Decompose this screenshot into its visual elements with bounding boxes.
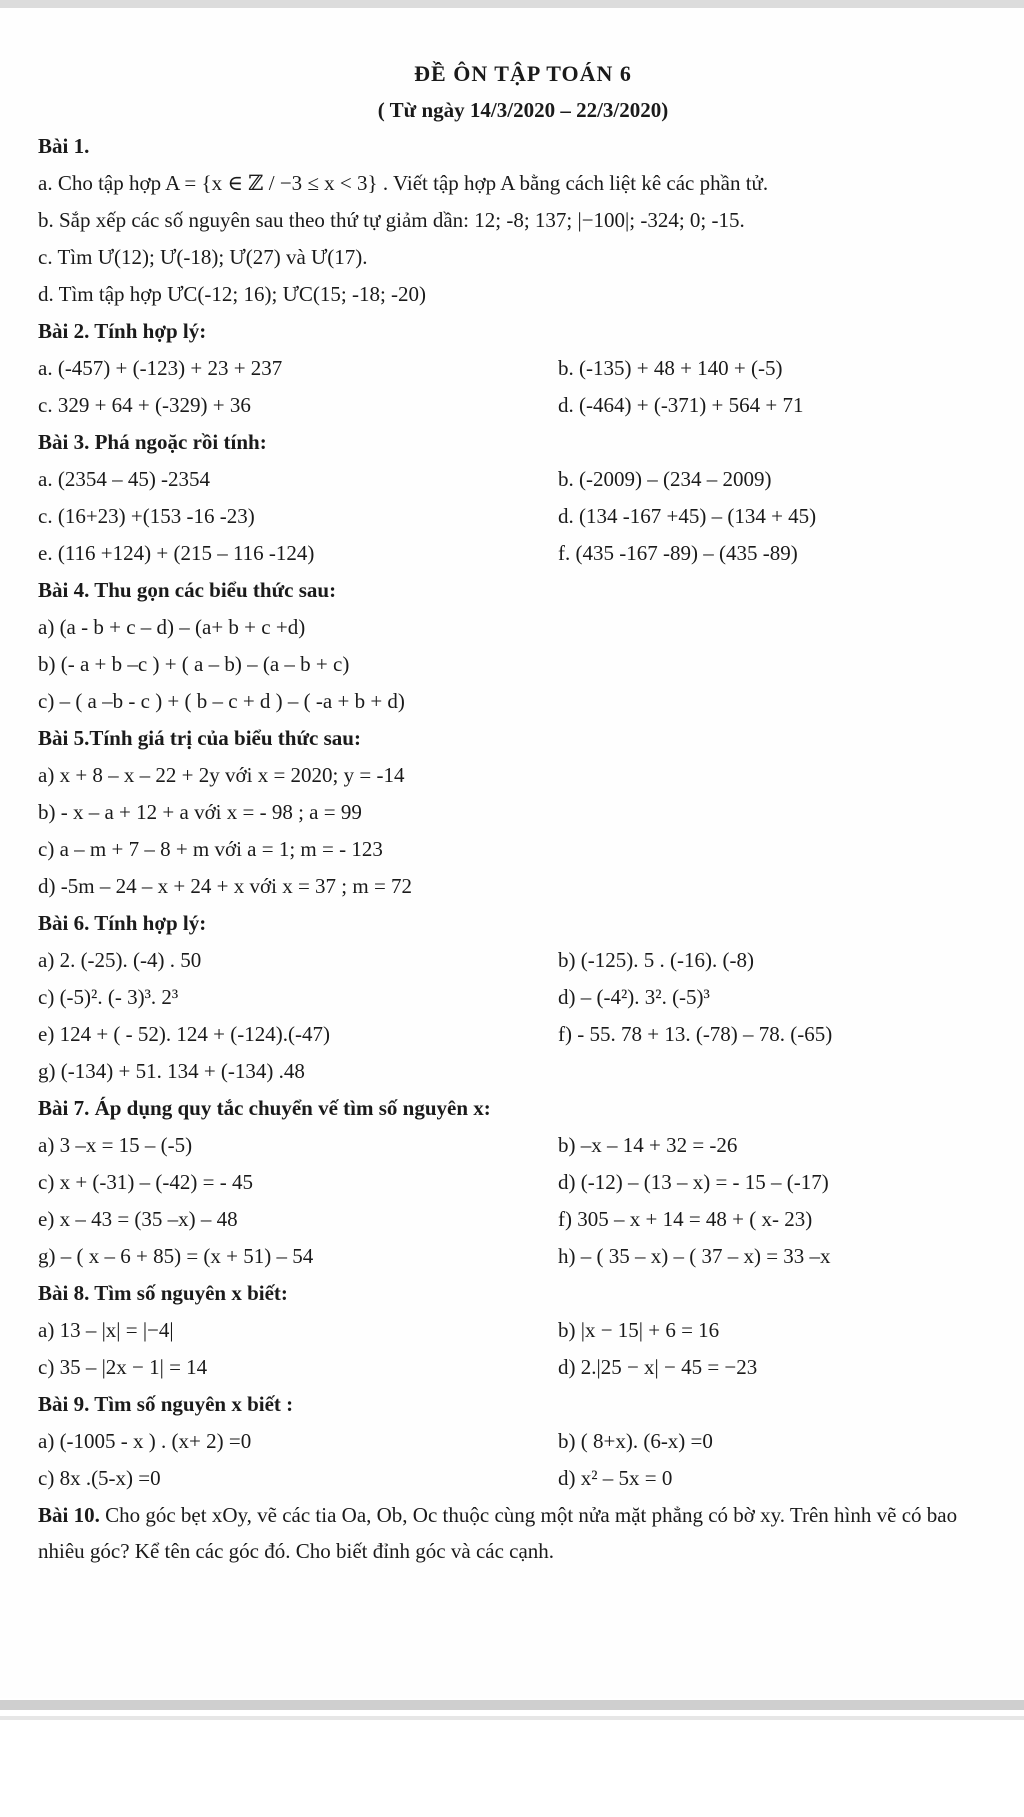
exercise-7-row-1 [38,1127,1008,1164]
exercise-9-b: b) ( 8+x). (6-x) =0 [558,1429,713,1453]
document-page [0,8,1024,1698]
exercise-6-c: c) (-5)². (- 3)³. 2³ [38,985,179,1009]
exercise-3-b: b. (-2009) – (234 – 2009) [558,467,772,491]
exercise-1-b: b. Sắp xếp các số nguyên sau theo thứ tự giảm dần: 12; -8; 137; |−100|; -324; 0; -15. [38,208,745,232]
exercise-7-e: e) x – 43 = (35 –x) – 48 [38,1207,238,1231]
exercise-6-d: d) – (-4²). 3². (-5)³ [558,985,710,1009]
exercise-2-row-1 [38,350,1008,387]
exercise-6-heading: Bài 6. Tính hợp lý: [38,911,207,935]
document-title: ĐỀ ÔN TẬP TOÁN 6 [414,61,632,86]
exercise-8-heading: Bài 8. Tìm số nguyên x biết: [38,1281,288,1305]
exercise-5-a: a) x + 8 – x – 22 + 2y với x = 2020; y = -14 [38,763,405,787]
exercise-3-a: a. (2354 – 45) -2354 [38,467,211,491]
exercise-8-a: a) 13 – |x| = |−4| [38,1318,174,1342]
exercise-8-b: b) |x − 15| + 6 = 16 [558,1318,720,1342]
exercise-7-d: d) (-12) – (13 – x) = - 15 – (-17) [558,1170,829,1194]
exercise-4-c: c) – ( a –b - c ) + ( b – c + d ) – ( -a + b + d) [38,689,405,713]
exercise-6-e: e) 124 + ( - 52). 124 + (-124).(-47) [38,1022,330,1046]
exercise-3-e: e. (116 +124) + (215 – 116 -124) [38,541,315,565]
exercise-6-g: g) (-134) + 51. 134 + (-134) .48 [38,1059,305,1083]
exercise-1-heading: Bài 1. [38,134,90,158]
exercise-7-f: f) 305 – x + 14 = 48 + ( x- 23) [558,1207,813,1231]
exercise-6-a: a) 2. (-25). (-4) . 50 [38,948,202,972]
exercise-2-heading: Bài 2. Tính hợp lý: [38,319,207,343]
exercise-9-c: c) 8x .(5-x) =0 [38,1466,161,1490]
exercise-6-b: b) (-125). 5 . (-16). (-8) [558,948,754,972]
exercise-3-row-2 [38,498,1008,535]
exercise-10 [38,1497,1008,1569]
exercise-2-b: b. (-135) + 48 + 140 + (-5) [558,356,783,380]
exercise-9-d: d) x² – 5x = 0 [558,1466,673,1490]
exercise-3-row-3 [38,535,1008,572]
exercise-9-row-1 [38,1423,1008,1460]
exercise-4-a: a) (a - b + c – d) – (a+ b + c +d) [38,615,306,639]
exercise-9-row-2 [38,1460,1008,1497]
exercise-10-heading: Bài 10. [38,1503,100,1527]
exercise-7-row-4 [38,1238,1008,1275]
exercise-3-d: d. (134 -167 +45) – (134 + 45) [558,504,817,528]
exercise-2-a: a. (-457) + (-123) + 23 + 237 [38,356,283,380]
exercise-8-row-2 [38,1349,1008,1386]
exercise-2-row-2 [38,387,1008,424]
exercise-5-c: c) a – m + 7 – 8 + m với a = 1; m = - 123 [38,837,383,861]
page-bottom-shadow [0,1716,1024,1720]
exercise-7-row-3 [38,1201,1008,1238]
exercise-3-c: c. (16+23) +(153 -16 -23) [38,504,255,528]
exercise-1-a: a. Cho tập hợp A = {x ∈ ℤ / −3 ≤ x < 3} . Viết tập hợp A bằng cách liệt kê các phần tử. [38,171,769,195]
page-bottom-band [0,1700,1024,1710]
exercise-4-heading: Bài 4. Thu gọn các biểu thức sau: [38,578,337,602]
exercise-6-row-3 [38,1016,1008,1053]
exercise-6-row-2 [38,979,1008,1016]
exercise-7-a: a) 3 –x = 15 – (-5) [38,1133,193,1157]
exercise-7-c: c) x + (-31) – (-42) = - 45 [38,1170,253,1194]
exercise-7-row-2 [38,1164,1008,1201]
exercise-2-d: d. (-464) + (-371) + 564 + 71 [558,393,804,417]
exercise-3-heading: Bài 3. Phá ngoặc rồi tính: [38,430,267,454]
exercise-8-c: c) 35 – |2x − 1| = 14 [38,1355,208,1379]
exercise-9-heading: Bài 9. Tìm số nguyên x biết : [38,1392,294,1416]
exercise-3-row-1 [38,461,1008,498]
document-subtitle: ( Từ ngày 14/3/2020 – 22/3/2020) [377,98,669,122]
exercise-7-g: g) – ( x – 6 + 85) = (x + 51) – 54 [38,1244,314,1268]
exercise-2-c: c. 329 + 64 + (-329) + 36 [38,393,251,417]
exercise-1-c: c. Tìm Ư(12); Ư(-18); Ư(27) và Ư(17). [38,245,368,269]
exercise-8-row-1 [38,1312,1008,1349]
exercise-5-d: d) -5m – 24 – x + 24 + x với x = 37 ; m = 72 [38,874,413,898]
exercise-5-heading: Bài 5.Tính giá trị của biểu thức sau: [38,726,361,750]
exercise-6-f: f) - 55. 78 + 13. (-78) – 78. (-65) [558,1022,833,1046]
exercise-3-f: f. (435 -167 -89) – (435 -89) [558,541,798,565]
exercise-9-a: a) (-1005 - x ) . (x+ 2) =0 [38,1429,252,1453]
exercise-10-text: Cho góc bẹt xOy, vẽ các tia Oa, Ob, Oc thuộc cùng một nửa mặt phẳng có bờ xy. Trên hình vẽ có bao nhiêu góc? Kể tên các góc đó. Cho biết đỉnh góc và các cạnh. [38,1503,958,1563]
document-content [38,56,1008,1569]
exercise-4-b: b) (- a + b –c ) + ( a – b) – (a – b + c) [38,652,350,676]
exercise-5-b: b) - x – a + 12 + a với x = - 98 ; a = 99 [38,800,362,824]
exercise-6-row-1 [38,942,1008,979]
exercise-8-d: d) 2.|25 − x| − 45 = −23 [558,1355,758,1379]
exercise-7-b: b) –x – 14 + 32 = -26 [558,1133,738,1157]
exercise-7-h: h) – ( 35 – x) – ( 37 – x) = 33 –x [558,1244,831,1268]
exercise-7-heading: Bài 7. Áp dụng quy tắc chuyển vế tìm số nguyên x: [38,1096,491,1120]
top-edge [0,0,1024,8]
exercise-1-d: d. Tìm tập hợp ƯC(-12; 16); ƯC(15; -18; -20) [38,282,427,306]
